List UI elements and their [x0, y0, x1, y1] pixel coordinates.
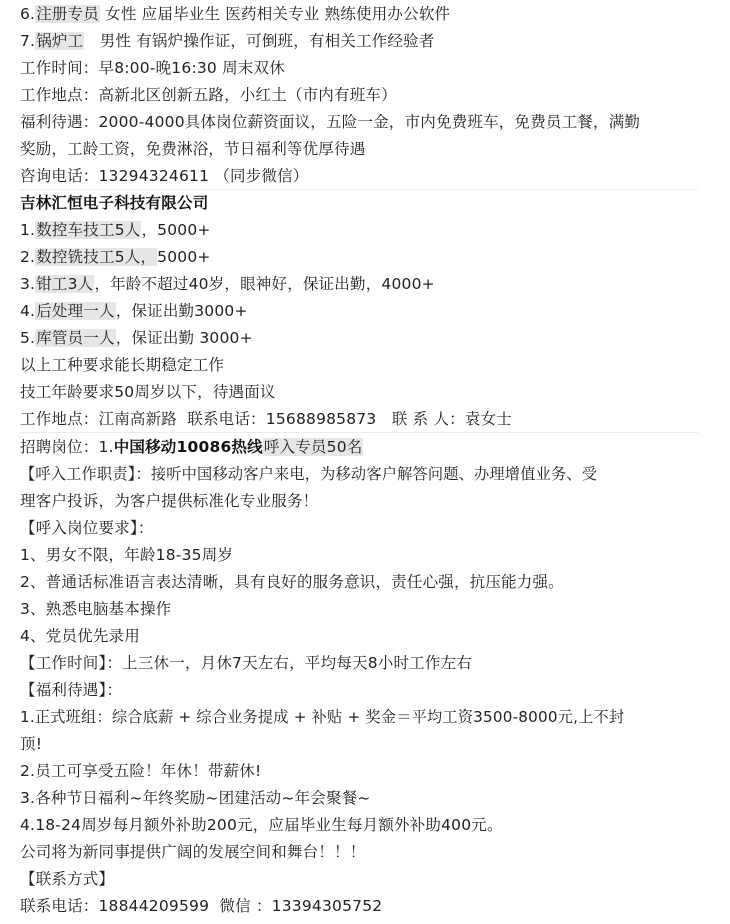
welfare-item-1: 1.正式班组：综合底薪 + 综合业务提成 + 补贴 + 奖金＝平均工资3500-8000元,上不封	[20, 708, 625, 726]
job-title-highlight: 后处理一人	[36, 302, 115, 320]
requirement-item: 2、普通话标准语言表达清晰，具有良好的服务意识，责任心强，抗压能力强。	[20, 573, 564, 591]
item-number: 7.	[20, 32, 36, 50]
job-item-1	[20, 217, 710, 244]
job-item-6	[20, 1, 710, 28]
item-number: 5.	[20, 329, 36, 347]
duty-line-2: 理客户投诉，为客户提供标准化专业服务！	[20, 492, 319, 510]
job-title-highlight: 钳工3人	[36, 275, 94, 293]
post-employer: 中国移动10086热线	[113, 438, 263, 456]
job-item-5	[20, 325, 710, 352]
job-salary: 5000+	[157, 248, 211, 266]
job-title-highlight: 注册专员	[36, 5, 100, 23]
job-requirements: 男性 有锅炉操作证，可倒班，有相关工作经验者	[84, 32, 435, 50]
job-posting-document	[20, 0, 710, 918]
requirement-item: 4、党员优先录用	[20, 627, 140, 645]
item-number: 1.	[20, 221, 36, 239]
requirements-heading: 【呼入岗位要求】：	[20, 519, 154, 537]
note-age: 技工年龄要求50周岁以下，待遇面议	[20, 383, 276, 401]
job-title-highlight: 数控车技工5人	[36, 221, 141, 239]
job-salary: ，年龄不超过40岁，眼神好，保证出勤，4000+	[94, 275, 435, 293]
contact-heading: 【联系方式】	[20, 870, 115, 888]
company-name: 吉林汇恒电子科技有限公司	[20, 194, 209, 212]
item-number: 4.	[20, 302, 36, 320]
item-number: 3.	[20, 275, 36, 293]
job-item-3	[20, 271, 710, 298]
item-number: 6.	[20, 5, 36, 23]
work-hours-text: 上三休一，月休7天左右，平均每天8小时工作左右	[122, 654, 472, 672]
benefits-line-1: 福利待遇：2000-4000具体岗位薪资面议，五险一金，市内免费班车，免费员工餐，满勤	[20, 113, 641, 131]
benefits-line-2: 奖励，工龄工资，免费淋浴，节日福利等优厚待遇	[20, 140, 366, 158]
work-time: 工作时间：早8:00-晚16:30 周末双休	[20, 59, 285, 77]
contact-info: 联系电话：18844209599 微信 ：13394305752	[20, 897, 383, 915]
consult-phone: 咨询电话：13294324611 （同步微信）	[20, 167, 309, 185]
job-title-highlight: 库管员一人	[36, 329, 115, 347]
welfare-item-4: 4.18-24周岁每月额外补助200元，应届毕业生每月额外补助400元。	[20, 816, 503, 834]
work-place: 工作地点：高新北区创新五路，小红土（市内有班车）	[20, 86, 397, 104]
job-salary: ，5000+	[141, 221, 211, 239]
job-title-highlight: 数控铣技工5人，	[36, 248, 157, 266]
recruit-post	[20, 434, 710, 461]
closing-statement: 公司将为新同事提供广阔的发展空间和舞台！！！	[20, 843, 366, 861]
work-hours	[20, 650, 710, 677]
welfare-heading: 【福利待遇】：	[20, 681, 123, 699]
welfare-item-2: 2.员工可享受五险！年休！带薪休!	[20, 762, 262, 780]
item-number: 2.	[20, 248, 36, 266]
requirement-item: 1、男女不限，年龄18-35周岁	[20, 546, 234, 564]
job-requirements: 女性 应届毕业生 医药相关专业 熟练使用办公软件	[100, 5, 451, 23]
company-contact: 工作地点：江南高新路 联系电话：15688985873 联 系 人：袁女士	[20, 410, 512, 428]
welfare-item-1-cont: 顶!	[20, 735, 43, 753]
job-salary: ，保证出勤 3000+	[115, 329, 253, 347]
post-title-highlight: 呼入专员50名	[263, 438, 363, 456]
work-hours-heading: 【工作时间】：	[20, 654, 123, 672]
job-salary: ，保证出勤3000+	[115, 302, 248, 320]
duty-text: 接听中国移动客户来电，为移动客户解答问题、办理增值业务、受	[150, 465, 598, 483]
note-stability: 以上工种要求能长期稳定工作	[20, 356, 225, 374]
job-title-highlight: 锅炉工	[36, 32, 84, 50]
job-item-2	[20, 244, 710, 271]
duty-heading: 【呼入工作职责】：	[20, 465, 151, 483]
job-item-4	[20, 298, 710, 325]
duty-line-1	[20, 461, 710, 488]
requirement-item: 3、熟悉电脑基本操作	[20, 600, 172, 618]
post-prefix: 招聘岗位：1.	[20, 438, 114, 456]
welfare-item-3: 3.各种节日福利~年终奖励~团建活动~年会聚餐~	[20, 789, 371, 807]
job-item-7	[20, 28, 710, 55]
